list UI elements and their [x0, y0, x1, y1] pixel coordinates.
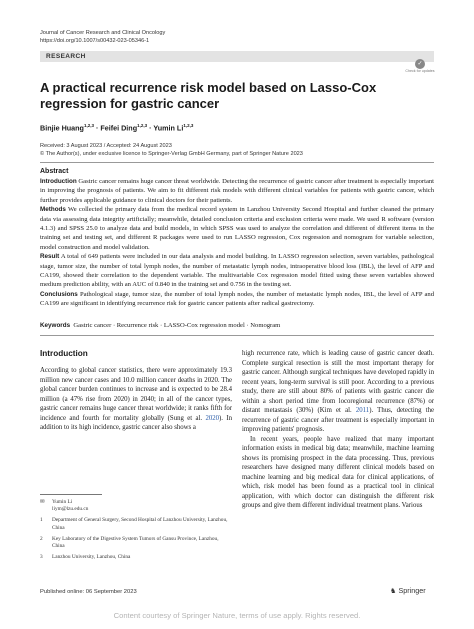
intro-right-column	[242, 349, 434, 511]
keywords-label: Keywords	[40, 322, 71, 329]
affiliation	[40, 536, 232, 550]
article-title: A practical recurrence risk model based on Lasso-Cox regression for gastric cancer	[40, 80, 377, 111]
check-updates-label: Check for updates	[405, 69, 435, 73]
doi-link[interactable]: https://doi.org/10.1007/s00432-023-05346-1	[40, 38, 150, 44]
journal-name: Journal of Cancer Research and Clinical Oncology	[40, 30, 166, 36]
received-accepted: Received: 3 August 2023 / Accepted: 24 August 2023	[40, 143, 172, 149]
author-affiliation: 1,2,3	[183, 123, 194, 128]
abstract-methods	[40, 205, 434, 252]
intro-heading: Introduction	[40, 349, 88, 358]
abstract-label: Introduction	[40, 178, 77, 185]
divider	[40, 162, 434, 163]
corresponding-author	[40, 499, 232, 513]
courtesy-notice: Content courtesy of Springer Nature, terms of use apply. Rights reserved.	[113, 611, 361, 620]
affiliation-text: Key Laboratory of the Digestive System Tumors of Gansu Province, Lanzhou, China	[52, 535, 219, 550]
intro-left-column	[40, 366, 232, 433]
intro-text: ). Thus, detecting the recurrence of gastric cancer after treatment is especially important in improving patients' prognosis.	[242, 407, 434, 433]
abstract-text: A total of 649 patients were included in our data analysis and model building. In LASSO regression selection, seven variables, pathological stage, tumor size, the number of total lymph nodes, the number of metastatic lymph nodes, intraoperative blood loss (IBL), the level of AFP and CA199, showed their correlation to the dependent variable. The multivariable Cox regression model fitted using these seven variables showed medium prediction ability, with an AUC of 0.840 in the training set and 0.756 in the testing set.	[40, 253, 434, 289]
corresponding-name: Yumin Li	[52, 499, 73, 505]
section-label: RESEARCH	[46, 53, 86, 60]
abstract-text: Pathological stage, tumor size, the number of total lymph nodes, the number of metastatic lymph nodes, IBL, the level of AFP and CA199 are significant in identifying recurrence risk for gastric cancer patients after radical gastrectomy.	[40, 290, 434, 308]
affiliation-number: 1	[40, 517, 43, 524]
section-bar	[40, 51, 434, 62]
intro-text: According to global cancer statistics, there were approximately 19.3 million new cancer cases and 10.0 million cancer deaths in 2020. The global cancer burden continues to increase and is expected to be 28.4 million (a 47% rise from 2020) in 2040; in all of the cancer types, gastric cancer remains huge cancer threat worldwide; it ranks fifth for incidence and fourth for mortality globally (Sung et al.	[40, 367, 232, 422]
check-updates-badge[interactable]	[405, 59, 435, 78]
article-dates	[40, 142, 303, 158]
affiliation-number: 3	[40, 554, 43, 561]
journal-info	[40, 29, 165, 45]
author-name[interactable]: Binjie Huang	[40, 123, 84, 133]
abstract-conclusions	[40, 290, 434, 309]
abstract-label: Conclusions	[40, 290, 78, 298]
corresponding-email[interactable]: liym@lzu.edu.cn	[52, 506, 89, 513]
check-icon: ✓	[415, 59, 425, 69]
affiliation-text: Lanzhou University, Lanzhou, China	[52, 554, 131, 561]
affiliation	[40, 554, 232, 561]
abstract-heading: Abstract	[40, 168, 69, 175]
abstract-body	[40, 177, 434, 309]
author-affiliation: 1,2,3	[137, 123, 148, 128]
intro-text: high recurrence rate, which is leading cause of gastric cancer death. Complete surgical resection is still the most important therapy for gastric cancer. Although surgical techniques have developed rapidly in recent years, long-term survival is still poor. According to a previous study, there are still about 80% of patients with gastric cancer die within a short period time from locoregional recurrence (87%) or distant metastasis (30%) (Kim et al.	[242, 350, 434, 414]
horse-icon: ♞	[390, 586, 397, 595]
affiliation-text: Department of General Surgery, Second Hospital of Lanzhou University, Lanzhou, China	[52, 517, 228, 531]
citation-link[interactable]: 2011	[355, 407, 370, 414]
abstract-text: Gastric cancer remains huge cancer threat worldwide. Detecting the recurrence of gastric cancer after treatment is especially important in improving the prognosis of patients. We aim to fit different risk models with different clinical variables for patients with gastric cancer, which further provides applicable guidance to clinical doctors for their patients.	[40, 178, 435, 204]
abstract-result	[40, 252, 434, 290]
affiliation	[40, 517, 232, 531]
intro-paragraph: In recent years, people have realized that many important information exists in medical big data; meanwhile, machine learning shows its promising prospect in the data processing. Thus, previous researchers have designed many different clinical models based on machine learning and big medical data for clinical applications, of which, risk model has been found as a practical tool in clinical application, with which doctor can distinguish the different risk groups and give them different individual treatment plans. Various	[242, 435, 434, 509]
abstract-label: Result	[40, 253, 60, 261]
publisher-name: Springer	[398, 586, 426, 595]
author-affiliation: 1,2,3	[83, 123, 94, 128]
keywords-list: Gastric cancer · Recurrence risk · LASSO-Cox regression model · Nomogram	[73, 322, 281, 329]
author-list	[40, 123, 193, 132]
divider	[40, 335, 434, 336]
keywords	[40, 322, 434, 329]
abstract-label: Methods	[40, 206, 66, 214]
affiliation-number: 2	[40, 535, 43, 542]
footnotes	[40, 499, 232, 565]
author-name[interactable]: Feifei Ding	[100, 123, 138, 133]
intro-text: ). In addition to its high incidence, gastric cancer also shows a	[40, 414, 233, 431]
author-separator: ·	[93, 123, 101, 133]
abstract-introduction	[40, 177, 434, 205]
abstract-text: We collected the primary data from the medical record system in Lanzhou University Second Hospital and further cleaned the primary data via assessing data integrity artificially; meanwhile, detailed conclusion criteria and exclusion criteria were made. We used R software (version 4.1.3) and SPSS 25.0 to analyze data and build models, in which SPSS was used to analyze the correlation and different of different items in the training set and testing set, and different R packages were used to run LASSO regression, Cox regression and nomogram for variable selection, model construction and model validation.	[40, 206, 435, 251]
publisher-logo	[390, 586, 426, 595]
author-name[interactable]: Yumin Li	[153, 123, 184, 133]
envelope-icon: ✉	[40, 499, 45, 505]
footnote-divider	[40, 494, 102, 495]
author-separator: ·	[147, 123, 154, 133]
citation-link[interactable]: 2020	[205, 414, 220, 422]
published-date: Published online: 06 September 2023	[40, 589, 137, 595]
intro-paragraph	[242, 349, 434, 435]
copyright-notice: © The Author(s), under exclusive licence to Springer-Verlag GmbH Germany, part of Springer Nature 2023	[40, 151, 303, 157]
